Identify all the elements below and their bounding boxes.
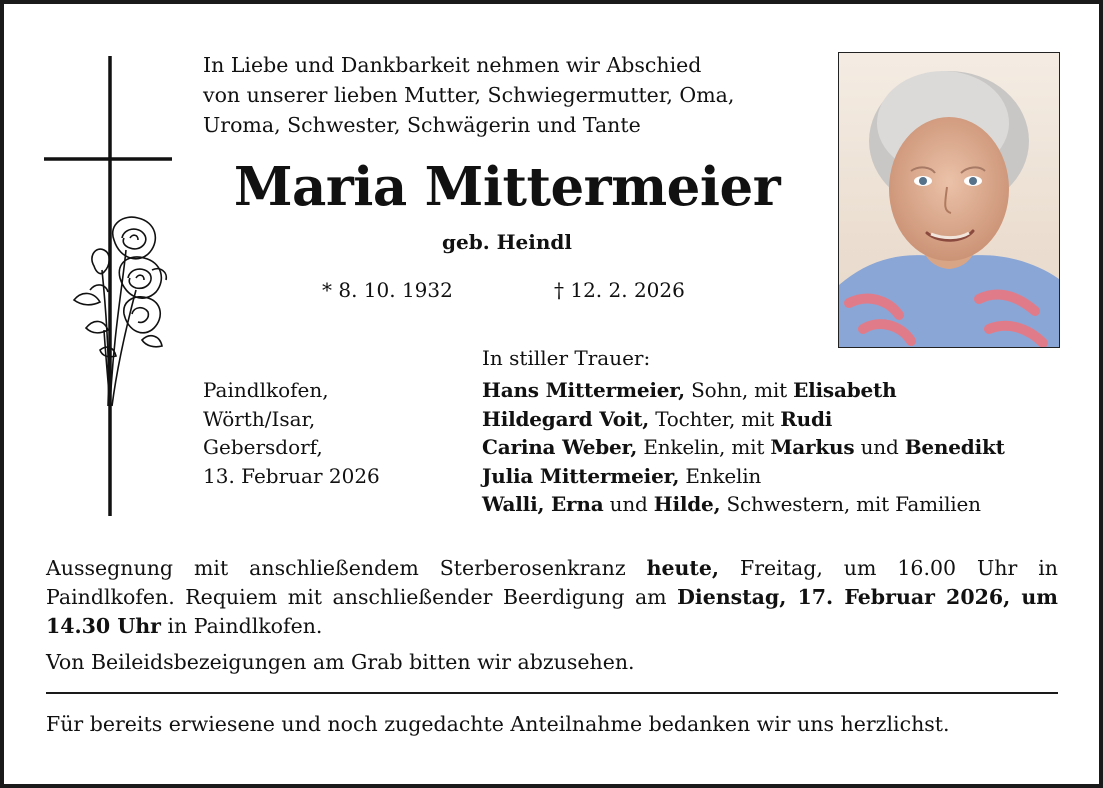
intro-line: Uroma, Schwester, Schwägerin und Tante <box>203 113 641 137</box>
places-list <box>203 376 380 490</box>
mourner-relation: Sohn, mit <box>684 378 794 402</box>
portrait-photo <box>838 52 1060 348</box>
mourner-line <box>482 462 1005 491</box>
place-item: Paindlkofen, <box>203 378 329 402</box>
intro-line: von unserer lieben Mutter, Schwiegermutter, Oma, <box>203 83 735 107</box>
service-info <box>46 554 1058 641</box>
place-item: Gebersdorf, <box>203 435 323 459</box>
place-item: 13. Februar 2026 <box>203 463 380 488</box>
mourner-partner: Markus <box>770 435 855 459</box>
mourner-name: Hildegard Voit, <box>482 406 650 431</box>
mourner-name: Hans Mittermeier, <box>482 378 685 402</box>
maiden-name: geb. Heindl <box>442 230 572 254</box>
service-date: Dienstag, 17. Februar 2026, um 14.30 Uhr <box>46 585 1058 638</box>
deceased-name: Maria Mittermeier <box>233 156 781 218</box>
roses-icon <box>64 210 174 410</box>
mourner-conjunction: und <box>854 435 905 459</box>
mourner-line <box>482 405 1005 434</box>
mourner-line <box>482 433 1005 462</box>
intro-line: In Liebe und Dankbarkeit nehmen wir Abschied <box>203 53 702 77</box>
divider <box>46 692 1058 694</box>
place-item: Wörth/Isar, <box>203 406 316 431</box>
mourning-heading: In stiller Trauer: <box>482 346 651 370</box>
mourner-partner: Elisabeth <box>793 378 897 402</box>
intro-text <box>203 50 811 140</box>
mourner-relation: Enkelin <box>679 463 762 488</box>
mourner-name: Julia Mittermeier, <box>482 463 680 488</box>
sibling-conjunction: und <box>603 492 654 516</box>
mourner-partner: Benedikt <box>904 435 1005 459</box>
mourner-partner: Rudi <box>780 406 833 431</box>
service-text: Aussegnung mit anschließendem Sterberosenkranz <box>46 556 647 580</box>
sibling-relation: Schwestern, mit Familien <box>720 492 981 516</box>
death-date: † 12. 2. 2026 <box>554 278 685 302</box>
condolence-note: Von Beileidsbezeigungen am Grab bitten wir abzusehen. <box>46 650 635 674</box>
sibling-names: Walli, Erna <box>482 492 604 516</box>
birth-date: * 8. 10. 1932 <box>322 278 453 302</box>
service-emphasis: heute, <box>646 556 720 580</box>
service-text: in Paindlkofen. <box>160 614 323 638</box>
mourner-relation: Enkelin, mit <box>637 435 771 459</box>
mourners-list <box>482 376 1005 519</box>
service-text: Freitag, um 16.00 Uhr in Paindlkofen. Requiem mit anschließender Beerdigung am <box>46 556 1058 609</box>
mourner-line <box>482 490 1005 519</box>
thanks-text: Für bereits erwiesene und noch zugedachte Anteilnahme bedanken wir uns herzlichst. <box>46 712 950 736</box>
mourner-line <box>482 376 1005 405</box>
mourner-name: Carina Weber, <box>482 435 638 459</box>
sibling-name: Hilde, <box>653 492 721 516</box>
mourner-relation: Tochter, mit <box>649 406 781 431</box>
